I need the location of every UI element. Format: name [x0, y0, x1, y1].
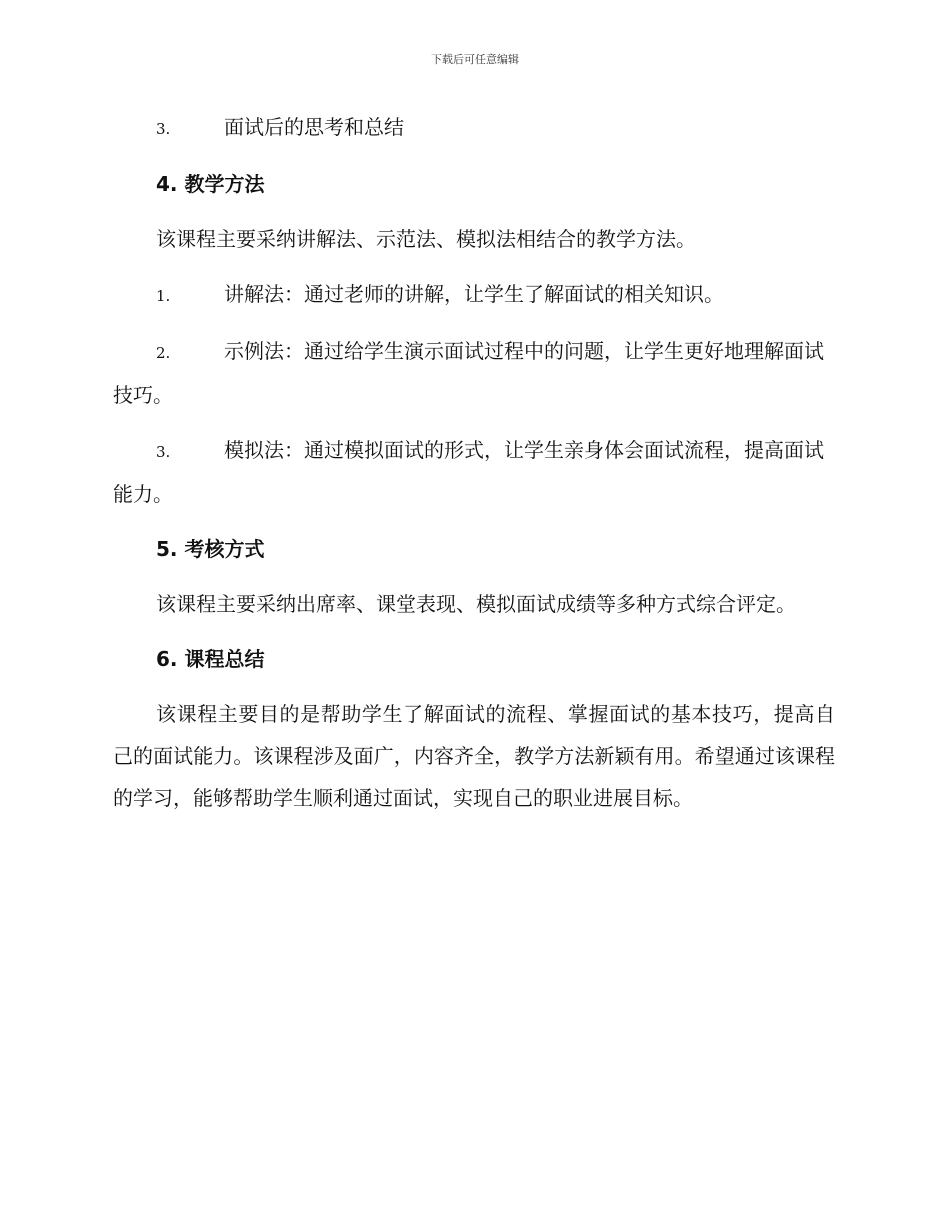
paragraph-teaching-methods-intro: 该课程主要采纳讲解法、示范法、模拟法相结合的教学方法。	[156, 227, 696, 251]
list-text: 面试后的思考和总结	[224, 115, 404, 139]
section-heading-assessment: 5. 考核方式	[156, 537, 265, 561]
list-text: 讲解法：通过老师的讲解，让学生了解面试的相关知识。	[224, 282, 724, 306]
section-heading-course-summary: 6. 课程总结	[156, 647, 265, 671]
list-number: 3.	[156, 443, 171, 461]
list-item-simulation-method	[113, 429, 835, 515]
section-heading-teaching-methods: 4. 教学方法	[156, 172, 265, 196]
paragraph-assessment: 该课程主要采纳出席率、课堂表现、模拟面试成绩等多种方式综合评定。	[156, 592, 796, 616]
document-body	[113, 106, 835, 832]
list-number: 3.	[156, 120, 171, 138]
list-number: 1.	[156, 287, 171, 305]
page-header-note: 下载后可任意编辑	[431, 53, 519, 66]
paragraph-course-summary: 该课程主要目的是帮助学生了解面试的流程、掌握面试的基本技巧，提高自己的面试能力。该课程涉及面广，内容齐全，教学方法新颖有用。希望通过该课程的学习，能够帮助学生顺利通过面试，实现自己的职业进展目标。	[113, 702, 835, 810]
list-item-interview-reflection	[113, 106, 835, 150]
list-item-demonstration-method	[113, 330, 835, 416]
list-item-lecture-method	[113, 273, 835, 317]
list-text: 模拟法：通过模拟面试的形式，让学生亲身体会面试流程，提高面试能力。	[113, 438, 824, 506]
list-text: 示例法：通过给学生演示面试过程中的问题，让学生更好地理解面试技巧。	[113, 339, 824, 407]
list-number: 2.	[156, 344, 171, 362]
